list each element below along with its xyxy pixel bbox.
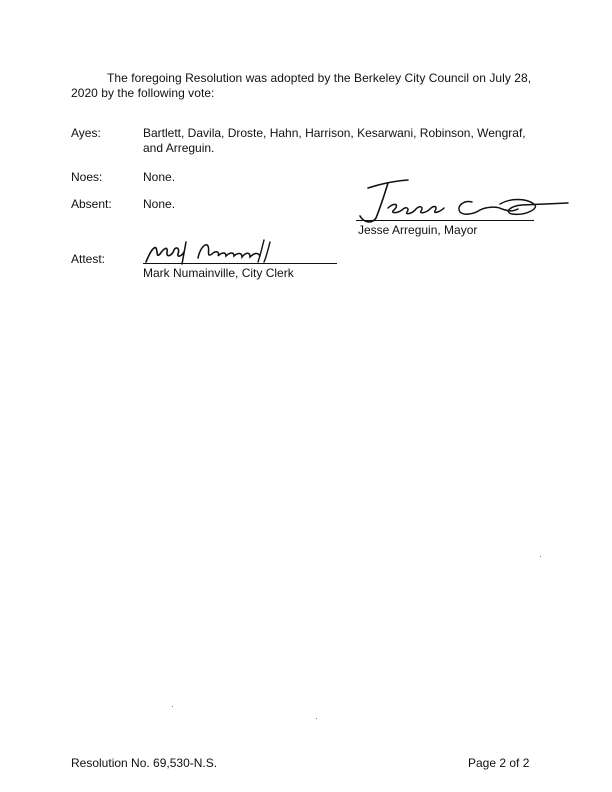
noes-value: None.	[143, 170, 176, 184]
scan-speck	[316, 718, 317, 719]
absent-value: None.	[143, 197, 176, 211]
footer-page-number: Page 2 of 2	[468, 756, 530, 770]
ayes-value: Bartlett, Davila, Droste, Hahn, Harrison, Kesarwani, Robinson, Wengraf, and Arreguin.	[143, 126, 526, 155]
noes-label: Noes:	[71, 170, 103, 184]
scan-speck	[540, 556, 541, 557]
mayor-name-title: Jesse Arreguin, Mayor	[358, 223, 478, 237]
scan-speck	[172, 706, 173, 707]
absent-label: Absent:	[71, 197, 112, 211]
footer-resolution-number: Resolution No. 69,530-N.S.	[71, 756, 218, 770]
attest-label: Attest:	[71, 252, 106, 266]
resolution-intro-text: The foregoing Resolution was adopted by the Berkeley City Council on July 28, 2020 by the following vote:	[71, 71, 532, 100]
mayor-signature-line	[356, 220, 534, 221]
ayes-label: Ayes:	[71, 126, 101, 140]
clerk-name-title: Mark Numainville, City Clerk	[143, 266, 294, 280]
clerk-signature-line	[143, 263, 337, 264]
